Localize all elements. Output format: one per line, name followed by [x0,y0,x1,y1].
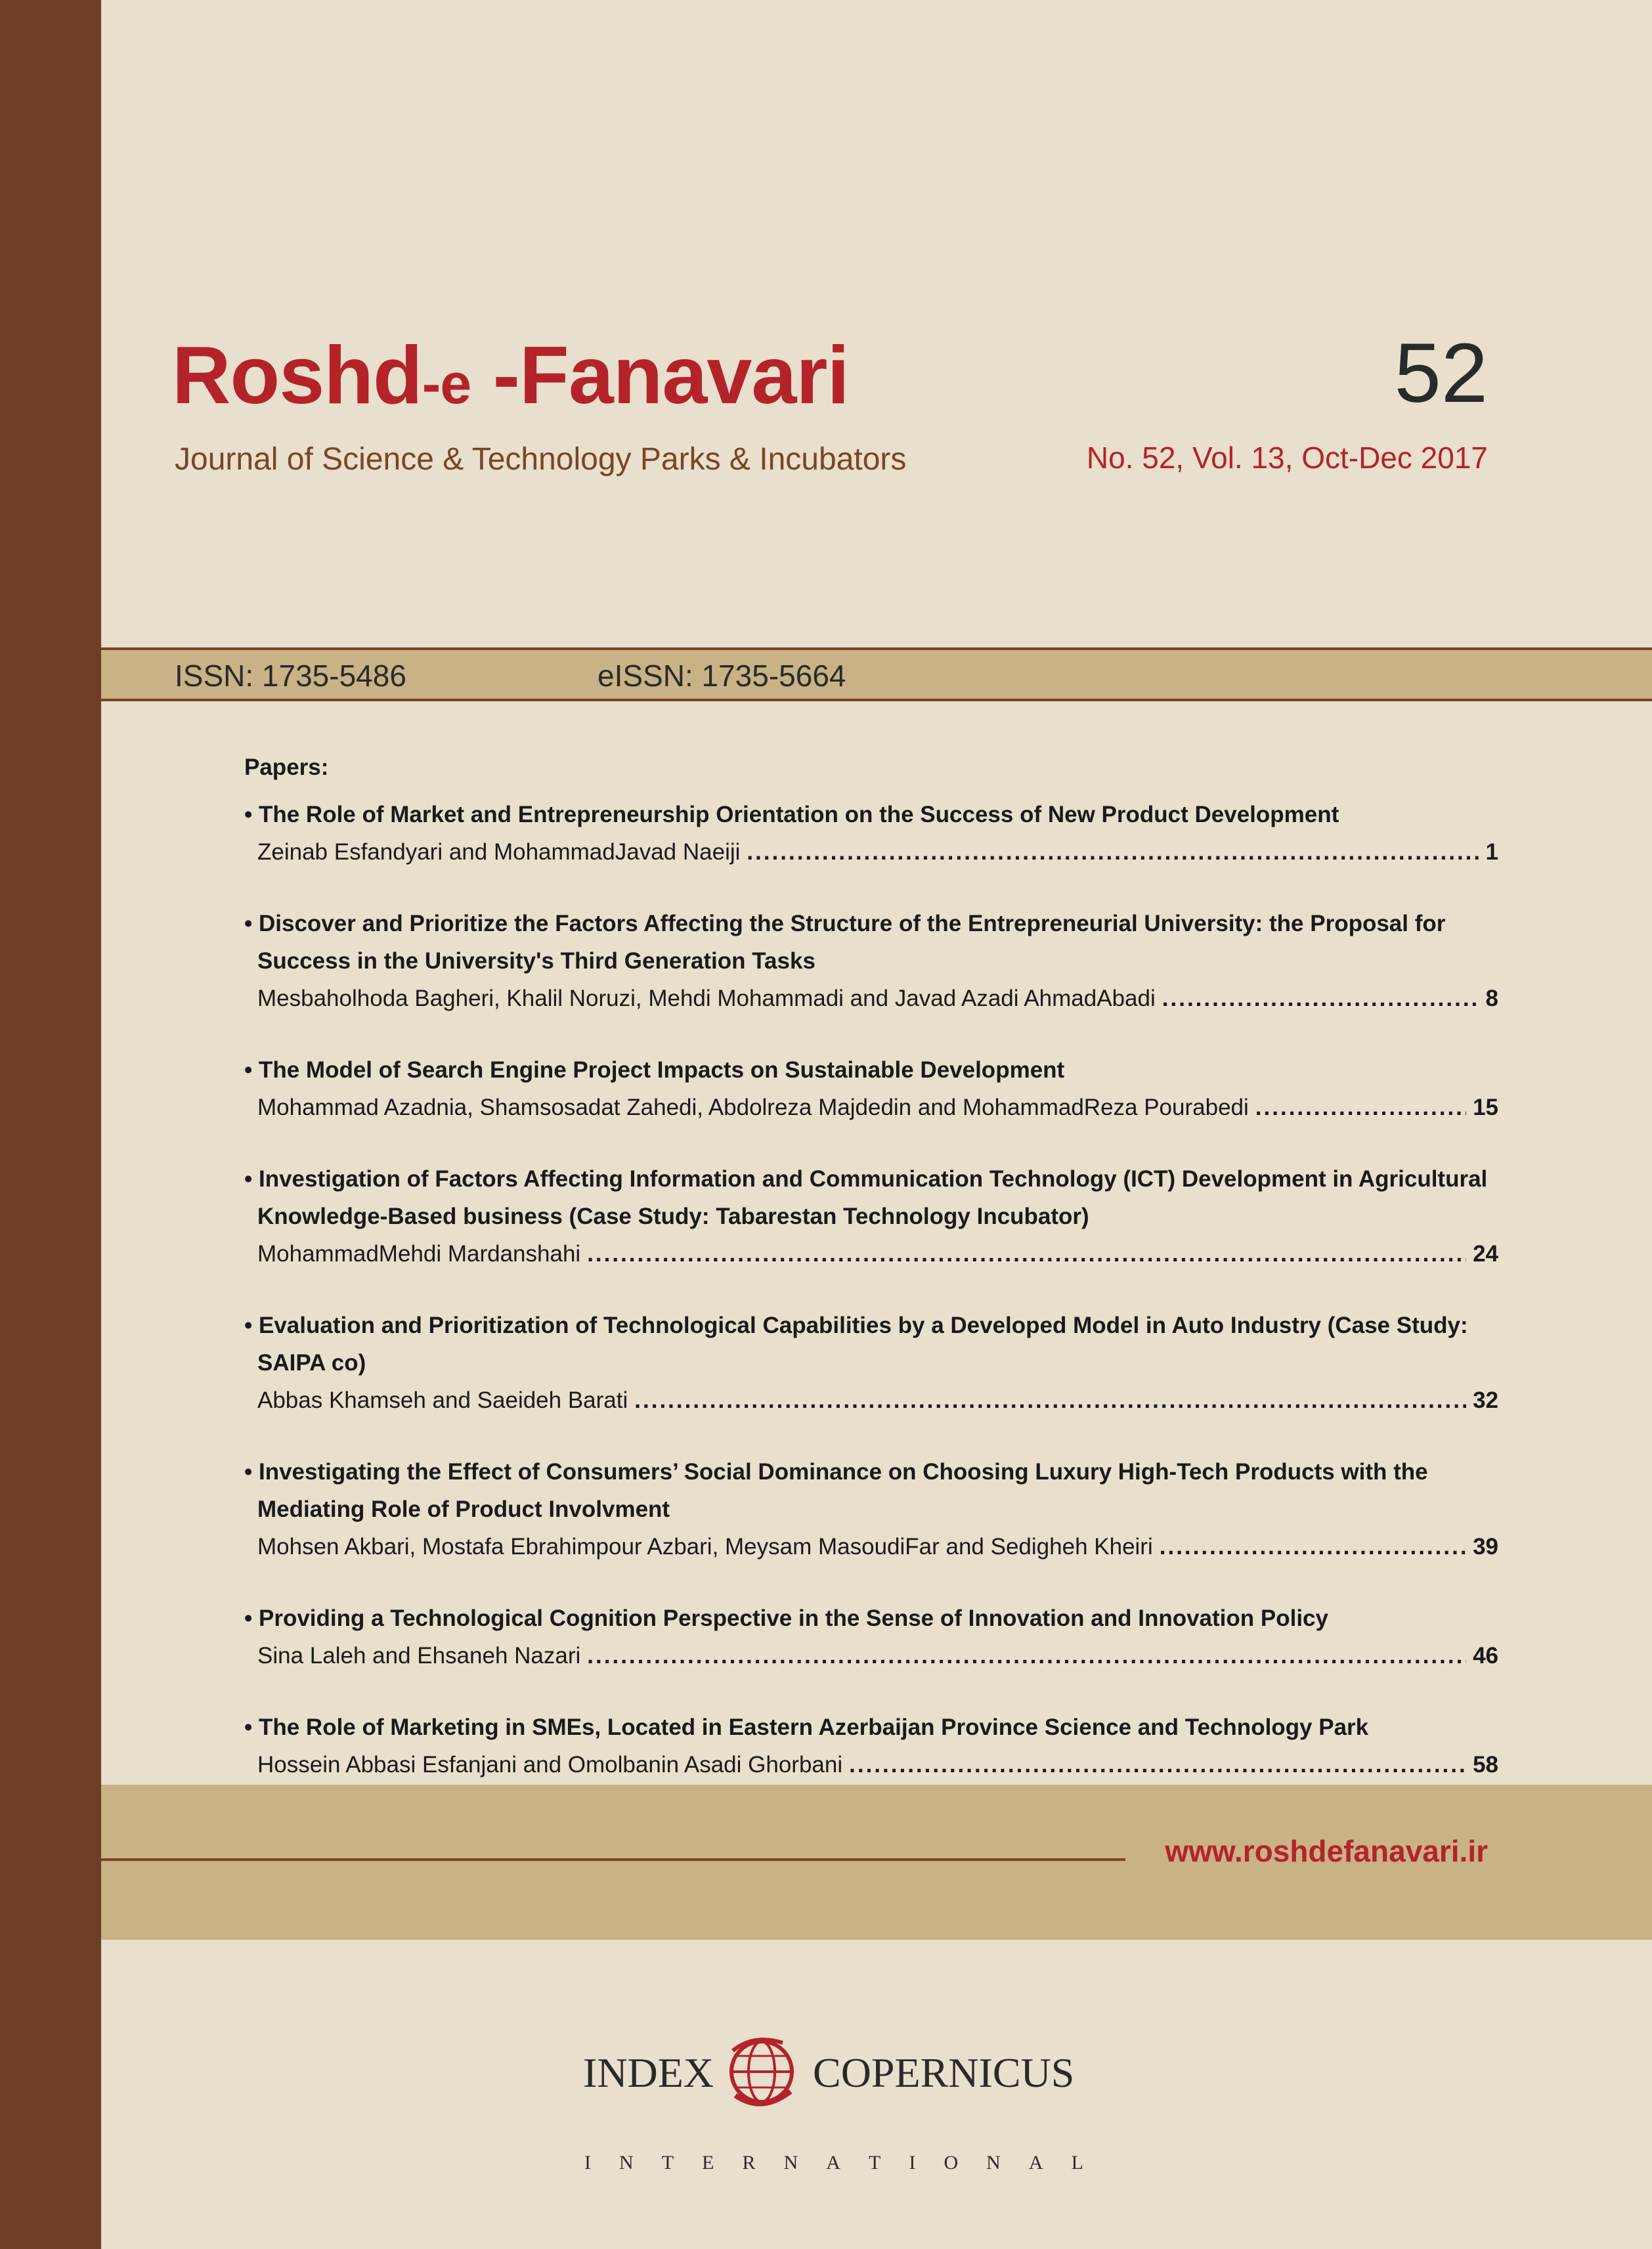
entry-page: 24 [1473,1241,1498,1267]
dot-leader [634,1382,1466,1419]
divider [101,1858,1125,1861]
entry-page: 8 [1485,986,1498,1011]
globe-icon [722,2032,801,2111]
letter: N [986,2152,1001,2173]
website-link[interactable]: www.roshdefanavari.ir [1165,1834,1488,1868]
entry-title: • Discover and Prioritize the Factors Affecting the Structure of the Entrepreneurial University: the Proposal for Success in the University's Third Generation Tasks [244,905,1498,980]
letter: T [869,2152,881,2173]
entry-title: • The Role of Marketing in SMEs, Located in Eastern Azerbaijan Province Science and Technology Park [244,1709,1498,1746]
table-of-contents [244,754,1498,1818]
letter: A [826,2152,840,2173]
entry-page: 32 [1473,1387,1498,1413]
toc-entry[interactable] [244,1453,1498,1565]
entry-authors: Hossein Abbasi Esfanjani and Omolbanin Asadi Ghorbani [257,1752,843,1778]
entry-authors: Mohsen Akbari, Mostafa Ebrahimpour Azbari, Meysam MasoudiFar and Sedigheh Kheiri [257,1534,1153,1560]
journal-title-part2: -e [422,353,471,416]
toc-entry[interactable] [244,796,1498,871]
entry-title: • Investigating the Effect of Consumers’ Social Dominance on Choosing Luxury High-Tech Products with the Mediating Role of Product Involvment [244,1453,1498,1528]
issn-band [101,647,1652,701]
entry-authors-line [244,1382,1498,1419]
index-copernicus-logo [578,2032,1090,2173]
toc-entry[interactable] [244,1709,1498,1783]
toc-entry[interactable] [244,1051,1498,1126]
entry-authors-line [244,1637,1498,1674]
entry-title: • The Role of Market and Entrepreneurship Orientation on the Success of New Product Development [244,796,1498,833]
entry-title: • The Model of Search Engine Project Impacts on Sustainable Development [244,1051,1498,1089]
entry-authors: Abbas Khamseh and Saeideh Barati [257,1387,628,1413]
entry-title: • Evaluation and Prioritization of Technological Capabilities by a Developed Model in Auto Industry (Case Study: SAIPA co) [244,1307,1498,1382]
journal-subtitle: Journal of Science & Technology Parks & Incubators [175,442,907,477]
entry-authors-line [244,1235,1498,1273]
letter: I [909,2152,916,2173]
letter: N [783,2152,798,2173]
dot-leader [849,1746,1466,1783]
dot-leader [1162,980,1479,1017]
entry-page: 1 [1485,839,1498,865]
dot-leader [1255,1089,1466,1126]
entry-authors-line [244,980,1498,1017]
issn-print: ISSN: 1735-5486 [175,659,406,693]
entry-authors: Mesbaholhoda Bagheri, Khalil Noruzi, Mehdi Mohammadi and Javad Azadi AhmadAbadi [257,986,1156,1011]
letter: N [619,2152,634,2173]
letter: I [584,2152,591,2173]
index-copernicus-right-word: COPERNICUS [813,2049,1075,2096]
website-band [101,1785,1652,1940]
dot-leader [747,833,1479,871]
letter: R [742,2152,756,2173]
issn-electronic: eISSN: 1735-5664 [598,659,846,693]
issue-info: No. 52, Vol. 13, Oct-Dec 2017 [1086,441,1488,475]
entry-authors-line [244,1089,1498,1126]
journal-title [172,330,850,421]
journal-title-part3: -Fanavari [471,330,850,421]
entry-authors: Mohammad Azadnia, Shamsosadat Zahedi, Abdolreza Majdedin and MohammadReza Pourabedi [257,1095,1249,1120]
toc-entry[interactable] [244,1307,1498,1419]
entry-page: 39 [1473,1534,1498,1560]
index-copernicus-international [584,2152,1083,2174]
entry-page: 58 [1473,1752,1498,1778]
entry-authors: MohammadMehdi Mardanshahi [257,1241,581,1267]
letter: O [944,2152,959,2173]
entry-page: 15 [1473,1095,1498,1120]
toc-heading: Papers: [244,754,329,780]
letter: T [661,2152,674,2173]
index-copernicus-left-word: INDEX [583,2049,714,2096]
issue-number: 52 [1394,326,1488,420]
entry-authors: Sina Laleh and Ehsaneh Nazari [257,1643,581,1669]
letter: A [1028,2152,1043,2173]
toc-entry[interactable] [244,905,1498,1017]
entry-authors-line [244,833,1498,871]
entry-authors-line [244,1528,1498,1565]
entry-authors: Zeinab Esfandyari and MohammadJavad Naeiji [257,839,741,865]
letter: L [1071,2152,1083,2173]
letter: E [702,2152,714,2173]
dot-leader [587,1235,1466,1273]
cover-spine [0,0,101,2249]
dot-leader [1160,1528,1466,1565]
journal-title-part1: Roshd [172,330,422,421]
entry-title: • Investigation of Factors Affecting Information and Communication Technology (ICT) Development in Agricultural Knowledge-Based business (Case Study: Tabarestan Technology Incubator) [244,1160,1498,1235]
dot-leader [587,1637,1466,1674]
entry-page: 46 [1473,1643,1498,1669]
toc-entry[interactable] [244,1160,1498,1273]
entry-authors-line [244,1746,1498,1783]
toc-entry[interactable] [244,1600,1498,1674]
entry-title: • Providing a Technological Cognition Perspective in the Sense of Innovation and Innovation Policy [244,1600,1498,1637]
